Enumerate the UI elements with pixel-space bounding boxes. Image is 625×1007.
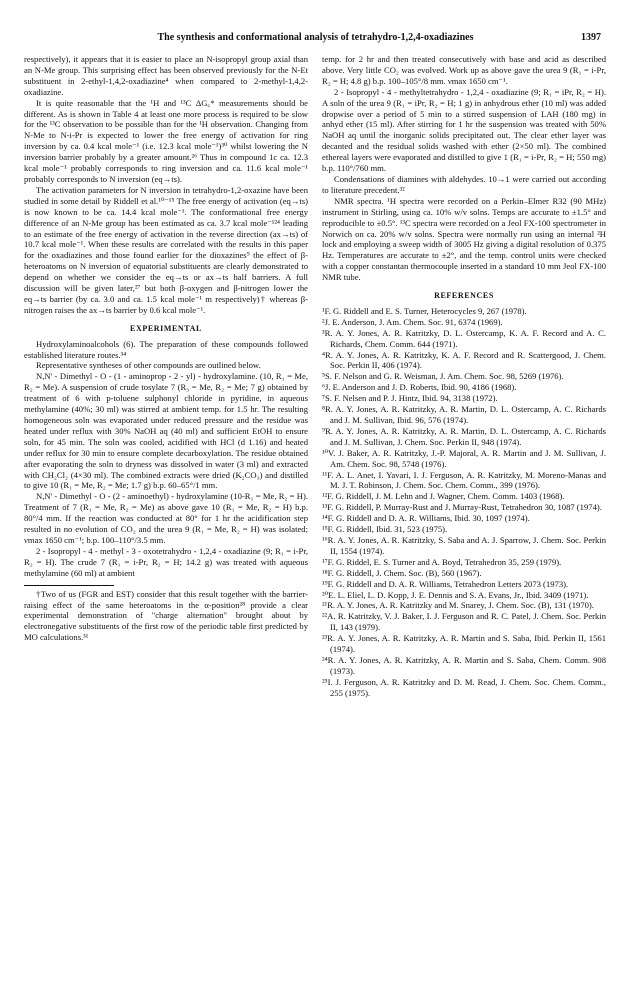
experimental-paragraph: 2 - Isopropyl - 4 - methyl - 3 - oxotetrahydro - 1,2,4 - oxadiazine (9; R₁ = i-Pr, R₂ = H). The crude 7 (R₁ = i-Pr, R₂ = H; 14.2 g) was treated with aqueous methylamine (60 ml) at ambient: [24, 545, 308, 578]
experimental-paragraph: Representative syntheses of other compounds are outlined below.: [36, 360, 261, 371]
reference-item: ²³R. A. Y. Jones, A. R. Katritzky, A. R. Martin and S. Saba, Ibid. Perkin II, 1561 (1974).: [322, 633, 606, 655]
reference-item: ¹⁷F. G. Riddel, E. S. Turner and A. Boyd, Tetrahedron 35, 259 (1979).: [322, 556, 562, 567]
reference-list: [322, 306, 606, 699]
reference-item: ¹¹F. A. L. Anet, I. Yavari, I. J. Ferguson, A. R. Katritzky, M. Moreno-Manas and M. J. T. Robinson, J. Chem. Soc. Chem. Comm., 399 (1976).: [322, 469, 606, 491]
reference-item: ¹⁴F. G. Riddell and D. A. R. Williams, Ibid. 30, 1097 (1974).: [322, 513, 530, 524]
experimental-paragraph: N,N' - Dimethyl - O - (2 - aminoethyl) - hydroxylamine (10-R₁ = Me, R₂ = H). Treatment of 7 (R₁ = Me, R₂ = Me) as above gave 10 (R₁ = Me, R₂ = H) b.p. 80°/4 mm. If the reaction was conducted at 80° for 1 hr the acidification step resulted in no evolution of CO₂ and the urea 9 (R₁ = Me, R₂ = H) was isolated; νmax 1650 cm⁻¹; b.p. 100–110°/3.5 mm.: [24, 491, 308, 545]
reference-item: ²J. E. Anderson, J. Am. Chem. Soc. 91, 6374 (1969).: [322, 316, 503, 327]
body-paragraph: Condensations of diamines with aldehydes. 10→1 were carried out according to literature precedent.³²: [322, 173, 606, 195]
right-column: [322, 54, 606, 699]
experimental-heading: EXPERIMENTAL: [130, 323, 202, 333]
reference-item: ⁵S. F. Nelson and G. R. Weisman, J. Am. Chem. Soc. 98, 5269 (1976).: [322, 371, 564, 382]
reference-item: ²¹R. A. Y. Jones, A. R. Katritzky and M. Snarey, J. Chem. Soc. (B), 131 (1970).: [322, 600, 594, 611]
body-paragraph: NMR spectra. ¹H spectra were recorded on a Perkin–Elmer R32 (90 MHz) instrument in Stirling, using ca. 10% w/v solns. Temps are accurate to ±1.5° and reproducible to ±0.5°. ¹³C spectra were recorded on a Jeol FX-100 spectrometer in Norwich on ca. 20% w/v solns. Spectra were normally run using an internal ²H lock and employing a sweep width of 3005 Hz giving a digital resolution of 0.375 Hz. Temperatures are accurate to ±2°, and the temp. control units were checked with a copper constantan thermocouple inserted in a standard 10 mm Jeol FX-100 NMR tube.: [322, 195, 606, 283]
reference-item: ¹⁰V. J. Baker, A. R. Katritzky, J.-P. Majoral, A. R. Martin and J. M. Sullivan, J. Am. Chem. Soc. 98, 5748 (1976).: [322, 447, 606, 469]
body-paragraph: It is quite reasonable that the ¹H and ¹³C ΔG꜀* measurements should be different. As is shown in Table 4 at least one more process is required to be slow for the ¹³C observation to be possible than for the ¹H observation. Changing from N-Me to N-i-Pr is expected to lower the free energy of activation for ring inversion by ca. 0.4 kcal mole⁻¹ (i.e. 12.3 kcal mole⁻¹)³⁰ whilst lowering the N inversion barrier probably by a greater amount.²⁶ Thus in compound 1c ca. 12.3 kcal mole⁻¹ probably corresponds to ring inversion and ca. 11.6 kcal mole⁻¹ probably corresponds to N inversion (eq→ts).: [24, 97, 308, 184]
running-title: The synthesis and conformational analysis of tetrahydro-1,2,4-oxadiazines: [157, 32, 474, 43]
reference-item: ⁷S. F. Nelsen and P. J. Hintz, Ibid. 94, 3138 (1972).: [322, 393, 498, 404]
reference-item: ²⁵I. J. Ferguson, A. R. Katritzky and D. M. Read, J. Chem. Soc. Chem. Comm., 255 (1975).: [322, 676, 606, 698]
two-column-body: [24, 54, 607, 699]
reference-item: ⁸R. A. Y. Jones, A. R. Katritzky, A. R. Martin, D. L. Ostercamp, A. C. Richards and J. M. Sullivan, Ibid. 96, 576 (1974).: [322, 404, 606, 425]
experimental-paragraph: Hydroxylaminoalcohols (6). The preparation of these compounds followed established literature routes.³⁴: [24, 338, 308, 360]
reference-item: ¹²F. G. Riddell, J. M. Lehn and J. Wagner, Chem. Comm. 1403 (1968).: [322, 491, 565, 502]
reference-item: ²⁴R. A. Y. Jones, A. R. Katritzky, A. R. Martin and S. Saba, Chem. Comm. 908 (1973).: [322, 654, 606, 676]
body-paragraph: The activation parameters for N inversion in tetrahydro-1,2-oxazine have been studied in some detail by Riddell et al.¹⁰⁻¹⁵ The free energy of activation (eq→ts) is now known to be ca. 14.4 kcal mole⁻¹. The conformational free energy difference of an N-Me group has been estimated as ca. 3.7 kcal mole⁻¹²⁴ leading to an estimate of the free energy of activation in the reverse direction (ax→ts) of 10.7 kcal mole⁻¹. When these results are correlated with the results in this paper for the oxadiazines and those found earlier for the dioxazines⁹ the effect of β-heteroatoms on N inversion of equatorial substituents are clearly demonstrated to depend on whether we consider the eq→ts or ax→ts half barriers. A full discussion will be given later,²⁷ but both β-oxygen and β-nitrogen lower the eq→ts barrier (by ca. 3.0 and ca. 1.5 kcal mole⁻¹ m respectively)† whereas β-nitrogen raises the ax→ts barrier by 0.6 kcal mole⁻¹.: [24, 184, 308, 315]
running-header: [24, 30, 607, 46]
reference-item: ¹⁸F. G. Riddell, J. Chem. Soc. (B), 560 (1967).: [322, 567, 482, 578]
reference-item: ³R. A. Y. Jones, A. R. Katritzky, D. L. Ostercamp, K. A. F. Record and A. C. Richards, Chem. Comm. 644 (1971).: [322, 327, 606, 349]
reference-item: ¹⁹F. G. Riddell and D. A. R. Williams, Tetrahedron Letters 2073 (1973).: [322, 578, 569, 589]
footnote: †Two of us (FGR and EST) consider that this result together with the barrier-raising effect of the same heteroatoms in the α-position²⁸ provide a clear experimental demonstration of "charge alternation" brought about by electronegative substituents of the first row of the periodic table first predicted by MO calculations.³¹: [24, 588, 308, 643]
footnote-divider: [24, 585, 114, 586]
reference-item: ⁹R. A. Y. Jones, A. R. Katritzky, A. R. Martin, D. L. Ostercamp, A. C. Richards and J. M. Sullivan, J. Chem. Soc. Perkin II, 948 (1974).: [322, 425, 606, 447]
reference-item: ¹⁶R. A. Y. Jones, A. R. Katritzky, S. Saba and A. J. Sparrow, J. Chem. Soc. Perkin II, 1554 (1974).: [322, 534, 606, 556]
reference-item: ¹F. G. Riddell and E. S. Turner, Heterocycles 9, 267 (1978).: [322, 305, 527, 316]
experimental-paragraph: N,N' - Dimethyl - O - (1 - aminoprop - 2 - yl) - hydroxylamine. (10, R₁ = Me, R₂ = Me). A suspension of crude tosylate 7 (R₃ = Me, R₂ = Me; 7 g) obtained by treatment of 6 with p-toluene sulphonyl chloride in pyridine, in aqueous methylamine (40%; 30 ml) was stirred at ambient temp. for 1.5 hr. The resulting homogeneous soln was evaporated under reduced pressure and the residue was heated under reflux with 30% NaOH aq (40 ml) and sufficient EtOH to ensure soln, for 45 min. The soln was cooled, acidified with HCl (d 1.16) and heated under reflux for 30 min to ensure complete decarboxylation. The residue obtained after evaporating the soln to dryness was dissolved in water (3 ml) and extracted with CH₂Cl₂ (4×30 ml). The combined extracts were dried (K₂CO₃) and distilled to give 10 (R₁ = Me, R₂ = Me; 1.7 g) b.p. 60–65°/1 mm.: [24, 371, 308, 491]
left-column: [24, 54, 308, 699]
reference-item: ²²A. R. Katritzky, V. J. Baker, I. J. Ferguson and R. C. Patel, J. Chem. Soc. Perkin II, 143 (1979).: [322, 611, 606, 633]
reference-item: ¹⁵F. G. Riddell, Ibid. 31, 523 (1975).: [322, 524, 448, 535]
body-paragraph: temp. for 2 hr and then treated consecutively with base and acid as described above. Very little CO₂ was evolved. Work up as above gave the urea 9 (R₁ = i-Pr, R₂ = H; 4.8 g) b.p. 100–105°/8 mm. νmax 1650 cm⁻¹.: [322, 54, 606, 86]
body-paragraph: 2 - Isopropyl - 4 - methyltetrahydro - 1,2,4 - oxadiazine (9; R₁ = iPr, R₂ = H). A soln of the urea 9 (R₁ = iPr, R₂ = H; 1 g) in anhydrous ether (10 ml) was added dropwise over a period of 5 min to a stirred suspension of LAH (180 mg) in anhyd ether (15 ml). After stirring for 1 hr the suspension was treated with 50% NaOH aq until the inorganic solids precipitated out. The clear ether layer was decanted and the residual solids washed with ether (2×50 ml). The combined ethereal layers were evaporated and distilled to give 1 (R₁ = i-Pr, R₂ = H; 550 mg) b.p. 110°/760 mm.: [322, 86, 606, 174]
page-number: 1397: [581, 32, 601, 43]
reference-item: ⁴R. A. Y. Jones, A. R. Katritzky, K. A. F. Record and R. Scattergood, J. Chem. Soc. Perkin II, 406 (1974).: [322, 349, 606, 371]
reference-item: ⁶J. E. Anderson and J. D. Roberts, Ibid. 90, 4186 (1968).: [322, 382, 517, 393]
reference-item: ²⁰E. L. Eliel, L. D. Kopp, J. E. Dennis and S. A. Evans, Jr., Ibid. 3409 (1971).: [322, 589, 589, 600]
reference-item: ¹³F. G. Riddell, P. Murray-Rust and J. Murray-Rust, Tetrahedron 30, 1087 (1974).: [322, 502, 602, 513]
body-paragraph: respectively), it appears that it is easier to place an N-isopropyl group axial than an N-Me group. This surprising effect has been observed previously for the N-Et substituent in 2-ethyl-1,4,2-oxadiazine⁴ when compared to 2-methyl-1,4,2-oxadiazine.: [24, 54, 308, 97]
references-heading: REFERENCES: [434, 291, 494, 301]
